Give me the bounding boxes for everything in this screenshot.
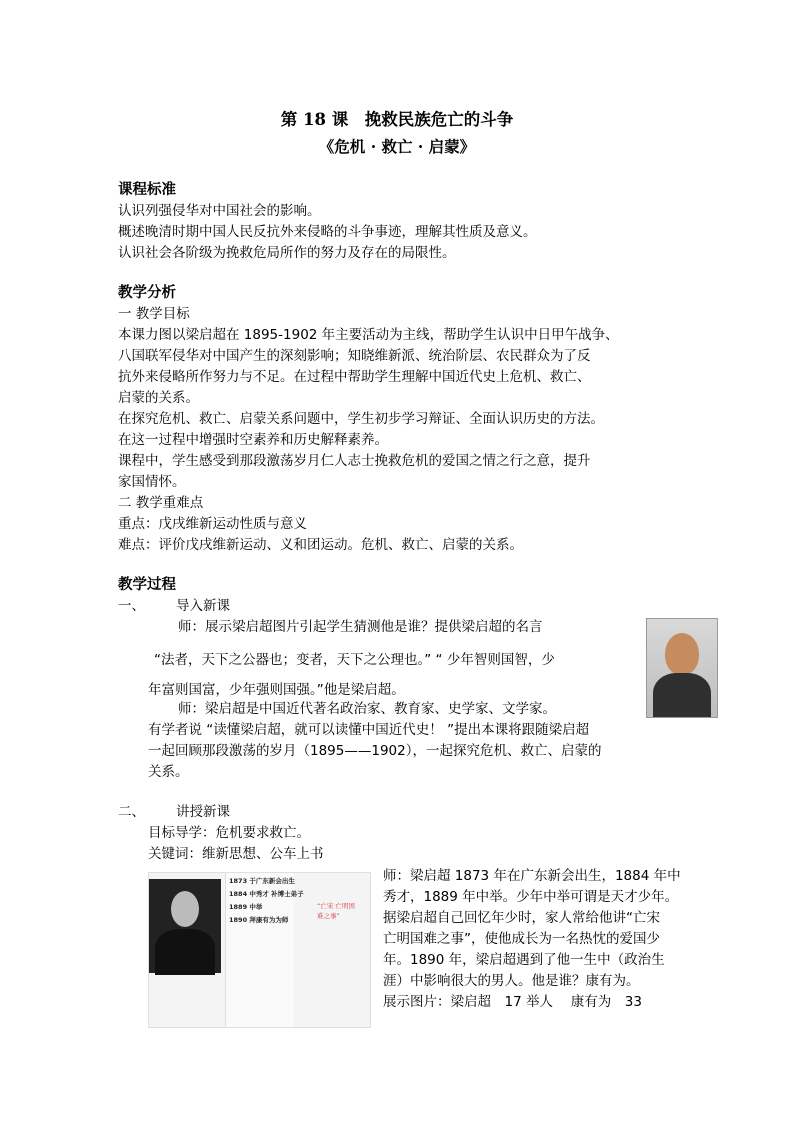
goal-line: 启蒙的关系。 xyxy=(118,390,199,406)
photo-line: 1890 拜康有为为师 xyxy=(229,916,289,924)
analysis-heading: 教学分析 xyxy=(118,285,176,301)
goal-line: 在探究危机、救亡、启蒙关系问题中，学生初步学习辩证、全面认识历史的方法。 xyxy=(118,411,604,427)
right-line: 据梁启超自己回忆年少时，家人常给他讲“亡宋 xyxy=(383,910,660,926)
new-number: 二、 xyxy=(118,804,145,820)
goal-line: 课程中，学生感受到那段激荡岁月仁人志士挽救危机的爱国之情之行之意，提升 xyxy=(118,453,591,469)
right-line: 亡明国难之事”，使他成长为一名热忱的爱国少 xyxy=(383,931,660,947)
photo-line: 1884 中秀才 补博士弟子 xyxy=(229,890,304,898)
timeline-photo xyxy=(148,872,371,1028)
lesson-subtitle: 《危机 · 救亡 · 启蒙》 xyxy=(318,137,476,156)
goal-line: 本课力图以梁启超在 1895-1902 年主要活动为主线，帮助学生认识中日甲午战争、 xyxy=(118,327,619,343)
intro-line: 年富则国富，少年强则国强。”他是梁启超。 xyxy=(148,682,405,698)
right-line: 年。1890 年，梁启超遇到了他一生中（政治生 xyxy=(383,952,665,968)
liang-qichao-portrait xyxy=(646,618,718,718)
curriculum-line: 认识列强侵华对中国社会的影响。 xyxy=(118,203,321,219)
right-line: 涯）中影响很大的男人。他是谁？康有为。 xyxy=(383,973,640,989)
goal-line: 家国情怀。 xyxy=(118,474,186,490)
intro-line: 一起回顾那段激荡的岁月（1895——1902），一起探究危机、救亡、启蒙的 xyxy=(148,743,602,759)
goal-heading: 一 教学目标 xyxy=(118,306,190,322)
young-liang-photo xyxy=(149,879,221,973)
goal-line: 在这一过程中增强时空素养和历史解释素养。 xyxy=(118,432,388,448)
guide-line: 目标导学：危机要求救亡。 xyxy=(148,825,310,841)
key-line: 难点：评价戊戌维新运动、义和团运动。危机、救亡、启蒙的关系。 xyxy=(118,537,523,553)
key-line: 重点：戊戌维新运动性质与意义 xyxy=(118,516,307,532)
process-heading: 教学过程 xyxy=(118,577,176,593)
intro-label: 导入新课 xyxy=(176,598,230,614)
intro-line: 关系。 xyxy=(148,764,189,780)
intro-line: “法者，天下之公器也；变者，天下之公理也。” “ 少年智则国智，少 xyxy=(154,652,555,668)
intro-line: 有学者说 “读懂梁启超，就可以读懂中国近代史！ ”提出本课将跟随梁启超 xyxy=(148,722,590,738)
photo-red-caption: “亡宋 亡明国难之事” xyxy=(317,902,355,920)
right-line: 师：梁启超 1873 年在广东新会出生，1884 年中 xyxy=(383,868,681,884)
curriculum-line: 认识社会各阶级为挽救危局所作的努力及存在的局限性。 xyxy=(118,245,456,261)
curriculum-heading: 课程标准 xyxy=(118,182,176,198)
new-label: 讲授新课 xyxy=(176,804,230,820)
keywords-line: 关键词：维新思想、公车上书 xyxy=(148,846,324,862)
intro-line: 师：展示梁启超图片引起学生猜测他是谁？提供梁启超的名言 xyxy=(178,619,543,635)
right-line: 展示图片：梁启超 17 举人 康有为 33 xyxy=(383,994,642,1010)
right-line: 秀才，1889 年中举。少年中举可谓是天才少年。 xyxy=(383,889,679,905)
curriculum-line: 概述晚清时期中国人民反抗外来侵略的斗争事迹，理解其性质及意义。 xyxy=(118,224,537,240)
goal-line: 抗外来侵略所作努力与不足。在过程中帮助学生理解中国近代史上危机、救亡、 xyxy=(118,369,591,385)
key-heading: 二 教学重难点 xyxy=(118,495,204,511)
goal-line: 八国联军侵华对中国产生的深刻影响；知晓维新派、统治阶层、农民群众为了反 xyxy=(118,348,591,364)
lesson-title: 第 18 课 挽救民族危亡的斗争 xyxy=(280,110,514,129)
photo-line: 1889 中举 xyxy=(229,903,263,911)
intro-line: 师：梁启超是中国近代著名政治家、教育家、史学家、文学家。 xyxy=(178,701,556,717)
photo-line: 1873 于广东新会出生 xyxy=(229,877,295,885)
intro-number: 一、 xyxy=(118,598,145,614)
